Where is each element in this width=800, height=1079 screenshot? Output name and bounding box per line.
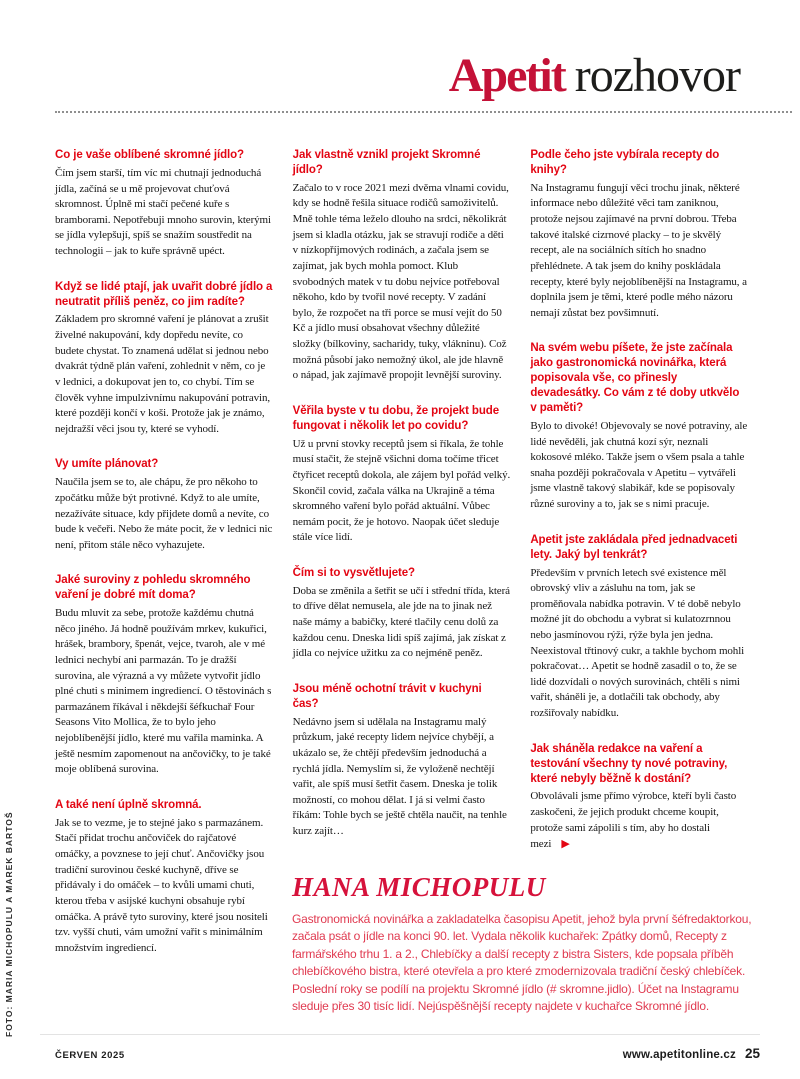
qa-section: [293, 566, 511, 662]
footer-page-number: 25: [744, 1046, 760, 1061]
footer-issue-date: ČERVEN 2025: [55, 1050, 125, 1061]
continued-arrow-icon: ▶: [561, 837, 570, 851]
qa-section: [293, 682, 511, 840]
column-2: [293, 148, 511, 976]
qa-section: [530, 341, 748, 512]
answer-text: Čím jsem starší, tím víc mi chutnají jednoduchá jídla, začíná se u mě projevovat chuťová skromnost. Úplně mi stačí pečené kuře s bramborami. Nepotřebuji mnoho surovin, kterými se jídla vylepšují, spíš se snažím soustředit na technologii – jak to kuře správně upéct.: [55, 166, 271, 257]
bio-text: Gastronomická novinářka a zakladatelka časopisu Apetit, jehož byla první šéfredaktorkou, začala psát o jídle na konci 90. let. Vydala několik kuchařek: Zpátky domů, Recepty z farmářského trhu 1. a 2., Chlebíčky a další recepty z bistra Sisters, kde popsala příběh chlebíčkového bistra, které otevřela a pro které zmodernizovala tradiční český chlebíček. Poslední roky se podílí na projektu Skromné jídlo (# skromne.jidlo). Účet na Instagramu sleduje přes 30 tisíc lidí. Nejúspěšnější recepty najdete v kuchařce Skromné jídlo.: [292, 912, 752, 1013]
qa-section: [55, 457, 273, 553]
question-heading: Věřila byste v tu dobu, že projekt bude fungovat i několik let po covidu?: [292, 404, 499, 432]
qa-section: [293, 148, 511, 384]
answer-text: Základem pro skromné vaření je plánovat a zrušit živelné nakupování, kdy dopředu nevíte, co budete chystat. To znamená udělat si jednou nebo dvakrát týdně plán vaření, zohlednit v něm, co je v lednici, a dokupovat jen to, co chybí. Tím se člověk vyhne impulzivnímu nakupování potravin, které později končí v koši. Protože jak je známo, nejdražší věci jsou ty, které se vyhodí.: [55, 313, 271, 435]
qa-section: [55, 148, 273, 260]
bio-name: HANA MICHOPULU: [292, 872, 546, 902]
answer-text: Nedávno jsem si udělala na Instagramu malý průzkum, jaké recepty lidem nejvíce chybějí, a ukázalo se, že chtějí především jednoduchá a rychlá jídla. Nemyslím si, že vyloženě nechtějí vařit, ale spíš musí šetřit časem. Dneska je tolik možností, co mohou dělat. I já si velmi často říkám: Tohle bych se ještě chtěla naučit, na tenhle kurz zajít…: [292, 715, 507, 838]
answer-text-fragment: Obvolávali jsme přímo výrobce, kteří byli často zaskočeni, že jejich produkt chceme koupit, protože sami zápolili s tím, aby ho dostali mezi: [530, 790, 737, 851]
question-heading: Na svém webu píšete, že jste začínala jako gastronomická novinářka, která popisovala vše, co přinesly devadesátky. Co vám z té doby utkvělo v paměti?: [530, 342, 740, 415]
answer-text: Doba se změnila a šetřit se učí i střední třída, která to dříve dělat nemusela, ale jde na to jinak než naše mámy a babičky, které tlačily cenu dolů za každou cenu. Dneska lidi spíš zajímá, jak získat z jídla co nejvíce užitku za co nejméně peněz.: [292, 584, 510, 660]
answer-text: Začalo to v roce 2021 mezi dvěma vlnami covidu, kdy se hodně řešila situace rodičů samoživitelů. Mně tohle téma leželo dlouho na srdci, několikrát jsem si kladla otázku, jak se stravují rodiče a děti v nízkopříjmových rodinách, a začala jsem se zajímat, jak bych mohla pomoct. Klub svobodných matek v tu dobu nejvíce potřeboval někoho, kdo by tvořil nové recepty. V zadání bylo, že rozpočet na tři porce se musí vejít do 50 Kč a jídlo musí obsahovat všechny důležité složky (bílkoviny, sacharidy, tuky, vlákninu). Což možná působí jako nemožný úkol, ale jde hlavně o nápad, jak zajímavě propojit levnější suroviny.: [292, 181, 509, 382]
question-heading: Jak sháněla redakce na vaření a testování všechny ty nové potraviny, které nebyly běžně k dostání?: [530, 742, 728, 785]
answer-text: [530, 789, 748, 852]
apetit-logo: Apetit: [448, 49, 565, 102]
footer-right: [623, 1046, 760, 1061]
masthead: [55, 48, 792, 113]
answer-text: Především v prvních letech své existence měl obrovský vliv a zásluhu na tom, jak se proměňovala nabídka potravin. V té době nebylo možné jít do obchodu a vybrat si kulatozrnnou nebo jasmínovou rýži, rýže byla jen jedna. Neexistoval třtinový cukr, a takhle bychom mohli pokračovat… Apetit se hodně zasadil o to, že se lidé dozvídali o nových surovinách, chtěli s nimi vařit, sháněli je, a dotlačili tak obchody, aby rozšiřovaly nabídku.: [530, 566, 745, 720]
question-heading: Apetit jste zakládala před jednadvaceti lety. Jaký byl tenkrát?: [530, 533, 738, 561]
page-footer: [55, 1046, 760, 1061]
answer-text: Bylo to divoké! Objevovaly se nové potraviny, ale lidé nevěděli, jak chutná kozí sýr, neznali kokosové mléko. Takže jsem o všem psala a tahle snaha později pokračovala v Apetitu – vytvářeli jsme vlastně takový slabikář, kde se popisovaly různé suroviny a to, jak se s nimi pracuje.: [530, 420, 748, 511]
qa-section: [530, 148, 748, 321]
column-1: [55, 148, 273, 976]
qa-section: [530, 742, 748, 853]
qa-section: [530, 533, 748, 722]
question-heading: Jaké suroviny z pohledu skromného vaření je dobré mít doma?: [55, 574, 251, 602]
question-heading: Jsou méně ochotní trávit v kuchyni čas?: [292, 682, 482, 710]
section-title: rozhovor: [574, 49, 740, 102]
qa-section: [55, 280, 273, 438]
answer-text: Jak se to vezme, je to stejné jako s parmazánem. Stačí přidat trochu ančoviček do rajčatové omáčky, a povznese to její chuť. Ančovičky jsou tradiční surovinou české kuchyně, dříve se přidávaly i do omáček – to kvůli umami chuti, kterou třeba v asijské kuchyni obsahuje rybí omáčka. A právě tyto suroviny, které jsou nositeli tzv. vyšší chuti, vám umožní vařit s minimálním množstvím ingrediencí.: [55, 816, 268, 954]
question-heading: Vy umíte plánovat?: [55, 458, 159, 471]
answer-text: Na Instagramu fungují věci trochu jinak, některé informace nebo důležité věci tam zaniknou, protože nejsou zajímavé na první dobrou. Třeba takové italské cizrnové placky – to je skvělý recept, ale na sociálních sítích ho snadno přehlédnete. A tak jsem do knihy poskládala recepty, které byly nejoblíbenější na Instagramu, a doplnila jsem je těmi, které podle mého názoru nemají zůstat bez povšimnutí.: [530, 181, 747, 319]
qa-section: [55, 573, 273, 778]
column-3: [530, 148, 748, 976]
footer-rule: [40, 1034, 760, 1035]
footer-website: www.apetitonline.cz: [622, 1049, 736, 1061]
answer-text: Budu mluvit za sebe, protože každému chutná něco jiného. Já hodně používám mrkev, kukuřici, hrášek, brambory, špenát, vejce, tvaroh, ale v mé lednici nechybí ani parmazán. To je dražší surovina, ale výrazná a vy můžete vytvořit jídlo plné chuti s minimem ingrediencí. O těstovinách s parmazánem říkával i někdejší šéfkuchař Four Seasons Vito Mollica, že to bylo jeho nejoblíbenější jídlo, které mu vařila maminka. A ještě nesmím zapomenout na ančovičky, to je také moje oblíbená surovina.: [55, 607, 272, 776]
qa-section: [293, 404, 511, 546]
question-heading: Co je vaše oblíbené skromné jídlo?: [55, 149, 244, 161]
question-heading: A také není úplně skromná.: [55, 798, 202, 811]
question-heading: Jak vlastně vznikl projekt Skromné jídlo?: [292, 149, 481, 176]
qa-section: [55, 798, 273, 956]
photo-credit: FOTO: MARIA MICHOPULU A MAREK BARTOŠ: [4, 811, 14, 1037]
answer-text: Naučila jsem se to, ale chápu, že pro někoho to zpočátku může být protivné. Když to ale umíte, nezažíváte situace, kdy přijdete domů a nevíte, co bude k večeři. Nebo že máte pocit, že v lednici nic není, přitom stále něco vyhazujete.: [55, 476, 273, 551]
bio-box: [292, 872, 754, 1015]
question-heading: Podle čeho jste vybírala recepty do knihy?: [530, 149, 720, 176]
article-columns: [55, 148, 748, 976]
answer-text: Už u první stovky receptů jsem si říkala, že tohle musí stačit, že stejně všichni doma točíme třicet čtyřicet receptů dokola, ale zájem byl pořád velký. Skončil covid, začala válka na Ukrajině a téma skromného vaření bylo pořád aktuální. Vůbec nemám pocit, že je hotovo. Naopak účet sleduje stále více lidí.: [292, 437, 511, 544]
question-heading: Když se lidé ptají, jak uvařit dobré jídlo a neutratit příliš peněz, co jim radíte?: [55, 280, 273, 308]
question-heading: Čím si to vysvětlujete?: [292, 566, 415, 579]
